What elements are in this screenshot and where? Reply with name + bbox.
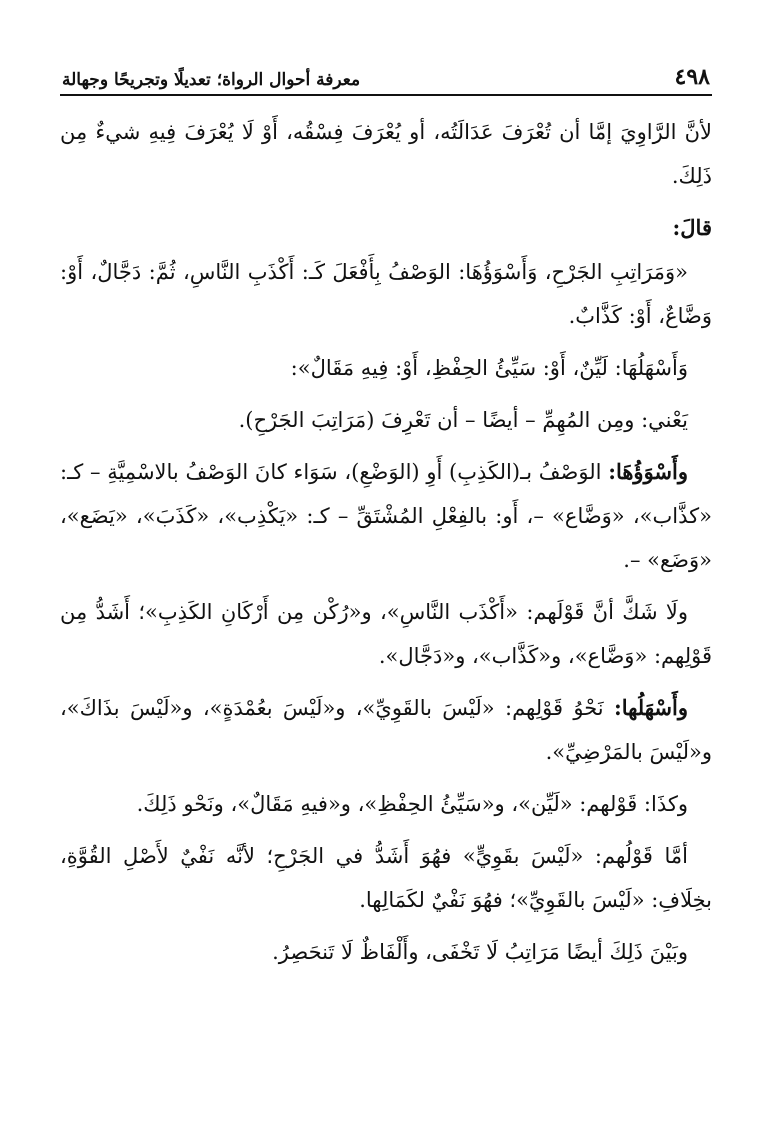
paragraph: ولَا شَكَّ أنَّ قَوْلَهم: «أَكْذَب النَّاسِ»، و«رُكْن مِن أَرْكَانِ الكَذِبِ»؛ أَشَدُّ مِن قَوْلِهم: «وَضَّاع»، و«كَذَّاب»، و«دَجَّال». bbox=[60, 600, 712, 668]
paragraph-text: الوَصْفُ بـ(الكَذِبِ) أَوِ (الوَضْعِ)، سَوَاء كانَ الوَصْفُ بالاسْمِيَّةِ – كـ: «كذَّاب»، «وَضَّاع» –، أَو: بالفِعْلِ المُشْتَقِّ – كـ: «يَكْذِب»، «كَذَبَ»، «يَضَع»، «وَضَع» –. bbox=[60, 460, 712, 572]
running-title: معرفة أحوال الرواة؛ تعديلًا وتجريحًا وجهالة bbox=[62, 70, 361, 90]
page-header bbox=[60, 58, 712, 96]
quoted-text: «وَمَرَاتِبِ الجَرْحِ، وَأَسْوَؤُهَا: الوَصْفُ بِأَفْعَلَ كَـ: أَكْذَبِ النَّاسِ، ثُمَّ: دَجَّالٌ، أَوْ: وَضَّاعٌ، أَوْ: كَذَّابٌ. bbox=[60, 260, 712, 328]
book-page bbox=[60, 58, 712, 1098]
paragraph bbox=[60, 450, 712, 582]
quoted-text: وَأَسْهَلُهَا: لَيِّنٌ، أَوْ: سَيِّئُ الحِفْظِ، أَوْ: فِيهِ مَقَالٌ»: bbox=[290, 356, 688, 380]
paragraph: يَعْني: ومِن المُهِمِّ – أيضًا – أن تَعْرِفَ (مَرَاتِبَ الجَرْحِ). bbox=[238, 408, 688, 432]
paragraph bbox=[60, 686, 712, 774]
paragraph: وبَيْنَ ذَلِكَ أيضًا مَرَاتِبُ لَا تَخْفَى، وأَلْفَاظٌ لَا تَنحَصِرُ. bbox=[272, 940, 688, 964]
paragraph: أمَّا قَوْلُهم: «لَيْسَ بقَوِيٍّ» فهُوَ أَشَدُّ في الجَرْحِ؛ لأنَّه نَفْيٌ لأَصْلِ القُوَّةِ، بخِلَافِ: «لَيْسَ بالقَوِيِّ»؛ فهُوَ نَفْيٌ لكَمَالِها. bbox=[60, 844, 712, 912]
page-number: ٤٩٨ bbox=[674, 64, 710, 90]
section-label: قالَ: bbox=[672, 215, 712, 240]
page-body bbox=[60, 110, 712, 974]
paragraph-lead: وأَسْهَلُها: bbox=[613, 695, 688, 720]
paragraph: وكذَا: قَوْلهم: «لَيِّن»، و«سَيِّئُ الحِفْظِ»، و«فيهِ مَقَالٌ»، ونَحْو ذَلِكَ. bbox=[136, 792, 688, 816]
paragraph-lead: وأَسْوَؤُهَا: bbox=[608, 459, 688, 484]
paragraph: لأنَّ الرَّاوِيَ إمَّا أن تُعْرَفَ عَدَالَتُه، أو يُعْرَفَ فِسْقُه، أَوْ لَا يُعْرَفَ فِيهِ شيءٌ مِن ذَلِكَ. bbox=[60, 120, 712, 188]
paragraph-text: نَحْوُ قَوْلِهم: «لَيْسَ بالقَوِيِّ»، و«لَيْسَ بعُمْدَةٍ»، و«لَيْسَ بذَاكَ»، و«لَيْسَ بالمَرْضِيِّ». bbox=[60, 696, 712, 764]
